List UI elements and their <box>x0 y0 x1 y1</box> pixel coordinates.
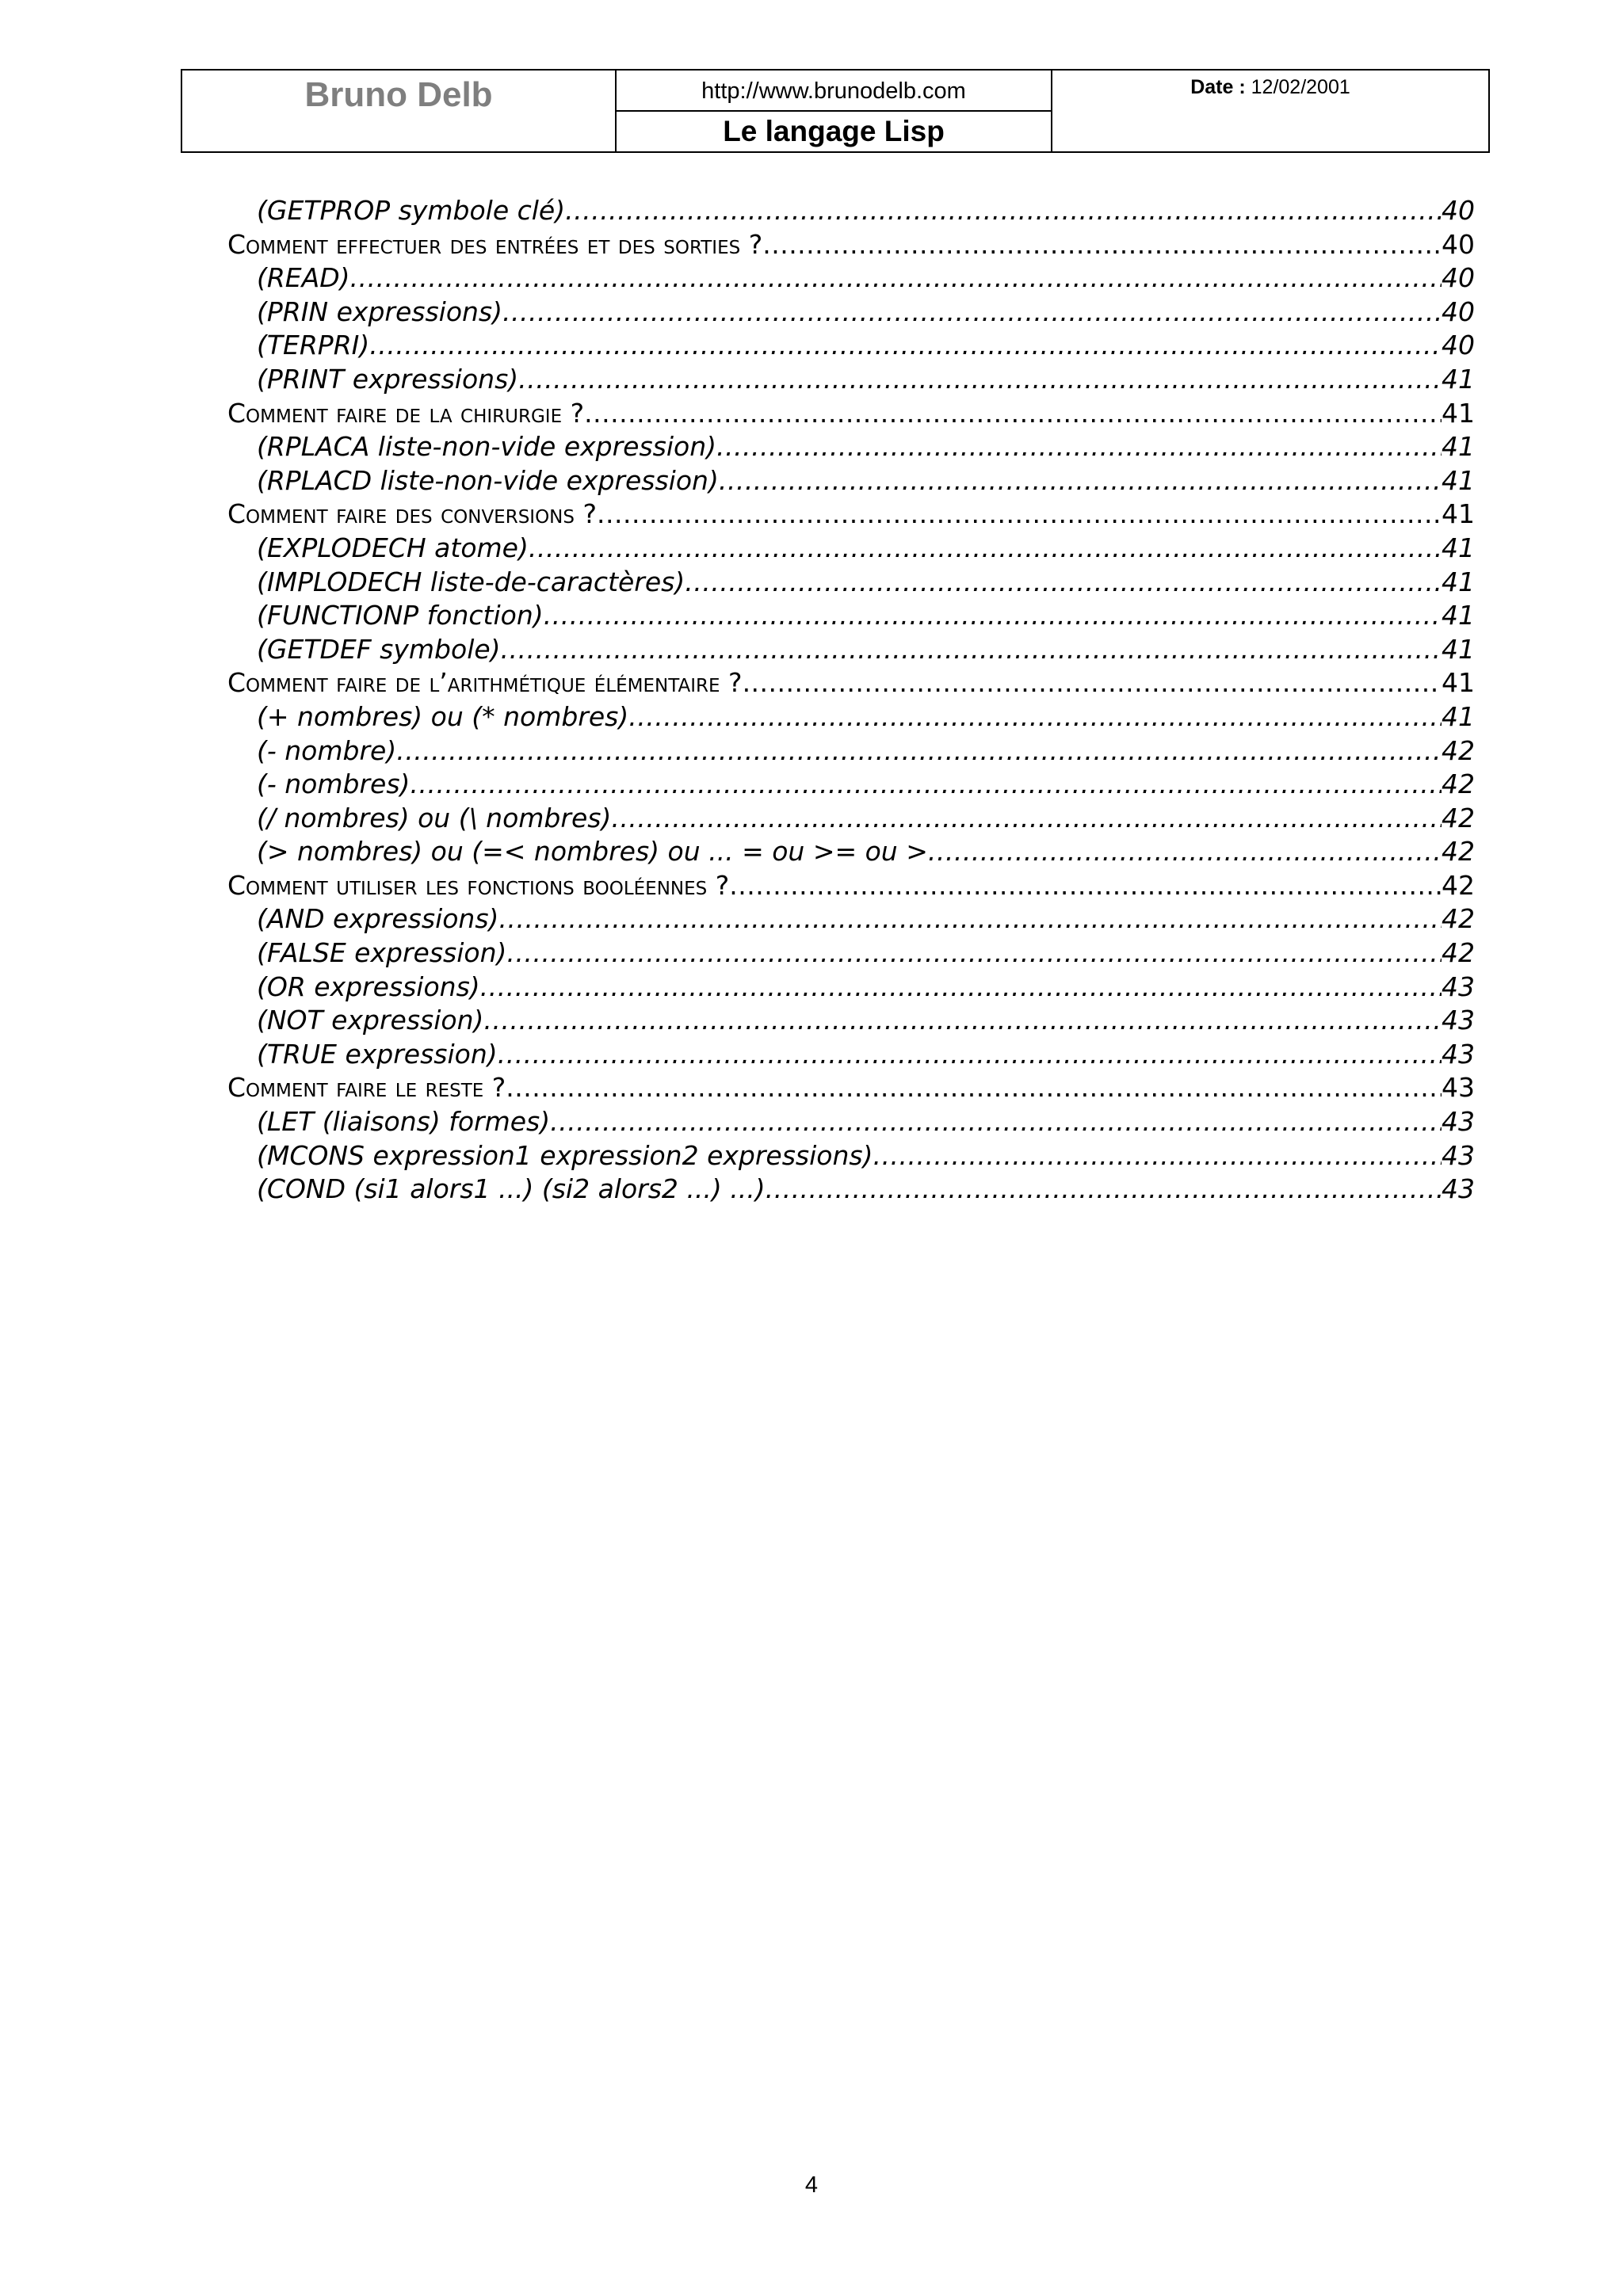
toc-leader-dots <box>762 229 1442 260</box>
toc-leader-dots <box>480 971 1442 1002</box>
toc-entry-label: (AND expressions) <box>257 903 499 935</box>
toc-leader-dots <box>611 803 1442 833</box>
toc-entry[interactable] <box>227 431 1475 465</box>
toc-entry-page: 40 <box>1442 296 1475 327</box>
toc-entry-page: 41 <box>1442 498 1475 530</box>
toc-entry-page: 41 <box>1442 600 1475 631</box>
toc-entry-page: 41 <box>1442 431 1475 463</box>
toc-entry[interactable] <box>227 600 1475 634</box>
toc-leader-dots <box>716 431 1442 462</box>
toc-entry-label: Comment effectuer des entrées et des sorties ? <box>227 228 763 260</box>
toc-entry-page: 41 <box>1442 397 1475 429</box>
page-header <box>181 69 1490 153</box>
toc-entry-label: (IMPLODECH liste-de-caractères) <box>257 566 685 597</box>
toc-entry-page: 41 <box>1442 700 1475 732</box>
toc-entry-page: 41 <box>1442 633 1475 665</box>
toc-entry-label: Comment faire le reste ? <box>227 1072 506 1104</box>
toc-leader-dots <box>506 937 1442 968</box>
toc-entry-label: (READ) <box>257 262 350 294</box>
toc-entry-page: 42 <box>1442 869 1475 901</box>
toc-entry[interactable] <box>227 1005 1475 1039</box>
page-number: 4 <box>804 2172 819 2198</box>
toc-entry-page: 41 <box>1442 566 1475 597</box>
toc-section-entry[interactable] <box>227 498 1475 532</box>
toc-leader-dots <box>501 634 1442 665</box>
toc-section-entry[interactable] <box>227 229 1475 263</box>
toc-entry-page: 43 <box>1442 1005 1475 1036</box>
toc-entry-label: (FUNCTIONP fonction) <box>257 600 544 631</box>
toc-leader-dots <box>396 735 1442 766</box>
toc-entry[interactable] <box>227 1140 1475 1174</box>
toc-leader-dots <box>873 1140 1442 1171</box>
toc-entry[interactable] <box>227 566 1475 601</box>
toc-entry[interactable] <box>227 296 1475 330</box>
toc-entry[interactable] <box>227 769 1475 803</box>
toc-leader-dots <box>719 465 1442 496</box>
date-value: 12/02/2001 <box>1251 76 1350 98</box>
toc-entry[interactable] <box>227 532 1475 566</box>
toc-leader-dots <box>502 296 1442 327</box>
date-label: Date : <box>1190 76 1246 98</box>
document-title: Le langage Lisp <box>723 115 945 147</box>
toc-entry-label: (PRIN expressions) <box>257 296 502 327</box>
toc-entry[interactable] <box>227 903 1475 937</box>
toc-entry-page: 43 <box>1442 1072 1475 1104</box>
toc-section-entry[interactable] <box>227 667 1475 701</box>
toc-leader-dots <box>518 364 1442 395</box>
toc-entry-page: 41 <box>1442 667 1475 699</box>
toc-entry-label: (FALSE expression) <box>257 937 507 969</box>
toc-section-entry[interactable] <box>227 398 1475 432</box>
toc-section-entry[interactable] <box>227 870 1475 904</box>
toc-leader-dots <box>369 330 1442 360</box>
toc-entry-label: (GETDEF symbole) <box>257 633 501 665</box>
toc-entry-page: 42 <box>1442 903 1475 935</box>
toc-entry[interactable] <box>227 937 1475 971</box>
toc-entry-label: (+ nombres) ou (* nombres) <box>257 700 629 732</box>
toc-leader-dots <box>544 600 1442 631</box>
toc-leader-dots <box>483 1005 1442 1035</box>
toc-entry-page: 42 <box>1442 802 1475 833</box>
toc-entry[interactable] <box>227 195 1475 229</box>
toc-section-entry[interactable] <box>227 1072 1475 1106</box>
toc-entry-page: 40 <box>1442 195 1475 226</box>
author-cell <box>181 70 616 152</box>
toc-entry[interactable] <box>227 634 1475 668</box>
toc-entry-page: 40 <box>1442 262 1475 294</box>
toc-entry-label: (> nombres) ou (=< nombres) ou ... = ou >= ou > <box>257 836 928 868</box>
toc-leader-dots <box>584 398 1442 429</box>
toc-entry[interactable] <box>227 701 1475 735</box>
url-cell <box>616 70 1052 111</box>
toc-entry-label: (EXPLODECH atome) <box>257 532 529 563</box>
toc-entry-page: 42 <box>1442 734 1475 766</box>
toc-entry-page: 41 <box>1442 363 1475 395</box>
toc-entry-page: 41 <box>1442 532 1475 563</box>
toc-leader-dots <box>766 1173 1442 1204</box>
toc-entry-label: (- nombre) <box>257 734 397 766</box>
toc-leader-dots <box>498 1039 1442 1070</box>
toc-entry[interactable] <box>227 836 1475 870</box>
toc-entry[interactable] <box>227 465 1475 499</box>
toc-entry-page: 43 <box>1442 1139 1475 1171</box>
author-name: Bruno Delb <box>304 75 493 114</box>
toc-entry[interactable] <box>227 1039 1475 1073</box>
toc-entry-label: (PRINT expressions) <box>257 363 519 395</box>
toc-entry[interactable] <box>227 262 1475 296</box>
toc-entry-label: (RPLACD liste-non-vide expression) <box>257 464 719 496</box>
toc-entry-page: 43 <box>1442 1038 1475 1070</box>
toc-leader-dots <box>498 903 1442 934</box>
toc-leader-dots <box>597 498 1442 529</box>
toc-entry-label: (TRUE expression) <box>257 1038 498 1070</box>
toc-leader-dots <box>550 1106 1442 1137</box>
toc-leader-dots <box>506 1072 1442 1103</box>
toc-entry-page: 43 <box>1442 1173 1475 1205</box>
toc-entry-page: 42 <box>1442 836 1475 868</box>
title-cell <box>616 111 1052 152</box>
toc-entry[interactable] <box>227 971 1475 1005</box>
toc-entry-page: 43 <box>1442 1106 1475 1138</box>
toc-entry-page: 43 <box>1442 971 1475 1002</box>
toc-leader-dots <box>729 870 1442 901</box>
document-date <box>1052 71 1488 101</box>
toc-entry-label: Comment utiliser les fonctions booléennes ? <box>227 869 730 901</box>
toc-entry[interactable] <box>227 1173 1475 1207</box>
toc-entry-label: (COND (si1 alors1 ...) (si2 alors2 ...) ...) <box>257 1173 766 1205</box>
toc-entry[interactable] <box>227 330 1475 364</box>
toc-leader-dots <box>410 769 1442 799</box>
toc-leader-dots <box>628 701 1442 732</box>
toc-entry-label: (OR expressions) <box>257 971 480 1002</box>
toc-leader-dots <box>565 195 1442 226</box>
toc-entry-page: 40 <box>1442 330 1475 361</box>
toc-entry-label: (/ nombres) ou (\ nombres) <box>257 802 612 833</box>
toc-entry-label: (NOT expression) <box>257 1005 484 1036</box>
toc-entry-page: 41 <box>1442 464 1475 496</box>
toc-leader-dots <box>928 836 1442 867</box>
toc-entry-label: Comment faire de la chirurgie ? <box>227 397 585 429</box>
toc-entry-label: Comment faire des conversions ? <box>227 498 597 530</box>
toc-entry-label: (TERPRI) <box>257 330 370 361</box>
toc-entry-label: (- nombres) <box>257 769 411 800</box>
toc-leader-dots <box>529 532 1442 563</box>
toc-leader-dots <box>743 667 1442 698</box>
website-url: http://www.brunodelb.com <box>701 78 966 104</box>
toc-entry[interactable] <box>227 1106 1475 1140</box>
toc-entry-label: (RPLACA liste-non-vide expression) <box>257 431 716 463</box>
toc-entry[interactable] <box>227 364 1475 398</box>
toc-entry-label: (MCONS expression1 expression2 expressions) <box>257 1139 873 1171</box>
table-of-contents <box>227 195 1475 1207</box>
toc-entry[interactable] <box>227 735 1475 769</box>
toc-entry-page: 40 <box>1442 228 1475 260</box>
date-cell <box>1052 70 1489 152</box>
toc-leader-dots <box>685 566 1442 597</box>
toc-entry[interactable] <box>227 803 1475 837</box>
toc-entry-label: Comment faire de l’arithmétique élémentaire ? <box>227 667 743 699</box>
toc-entry-page: 42 <box>1442 769 1475 800</box>
toc-entry-label: (GETPROP symbole clé) <box>257 195 566 226</box>
toc-leader-dots <box>350 262 1442 293</box>
toc-entry-label: (LET (liaisons) formes) <box>257 1106 551 1138</box>
toc-entry-page: 42 <box>1442 937 1475 969</box>
